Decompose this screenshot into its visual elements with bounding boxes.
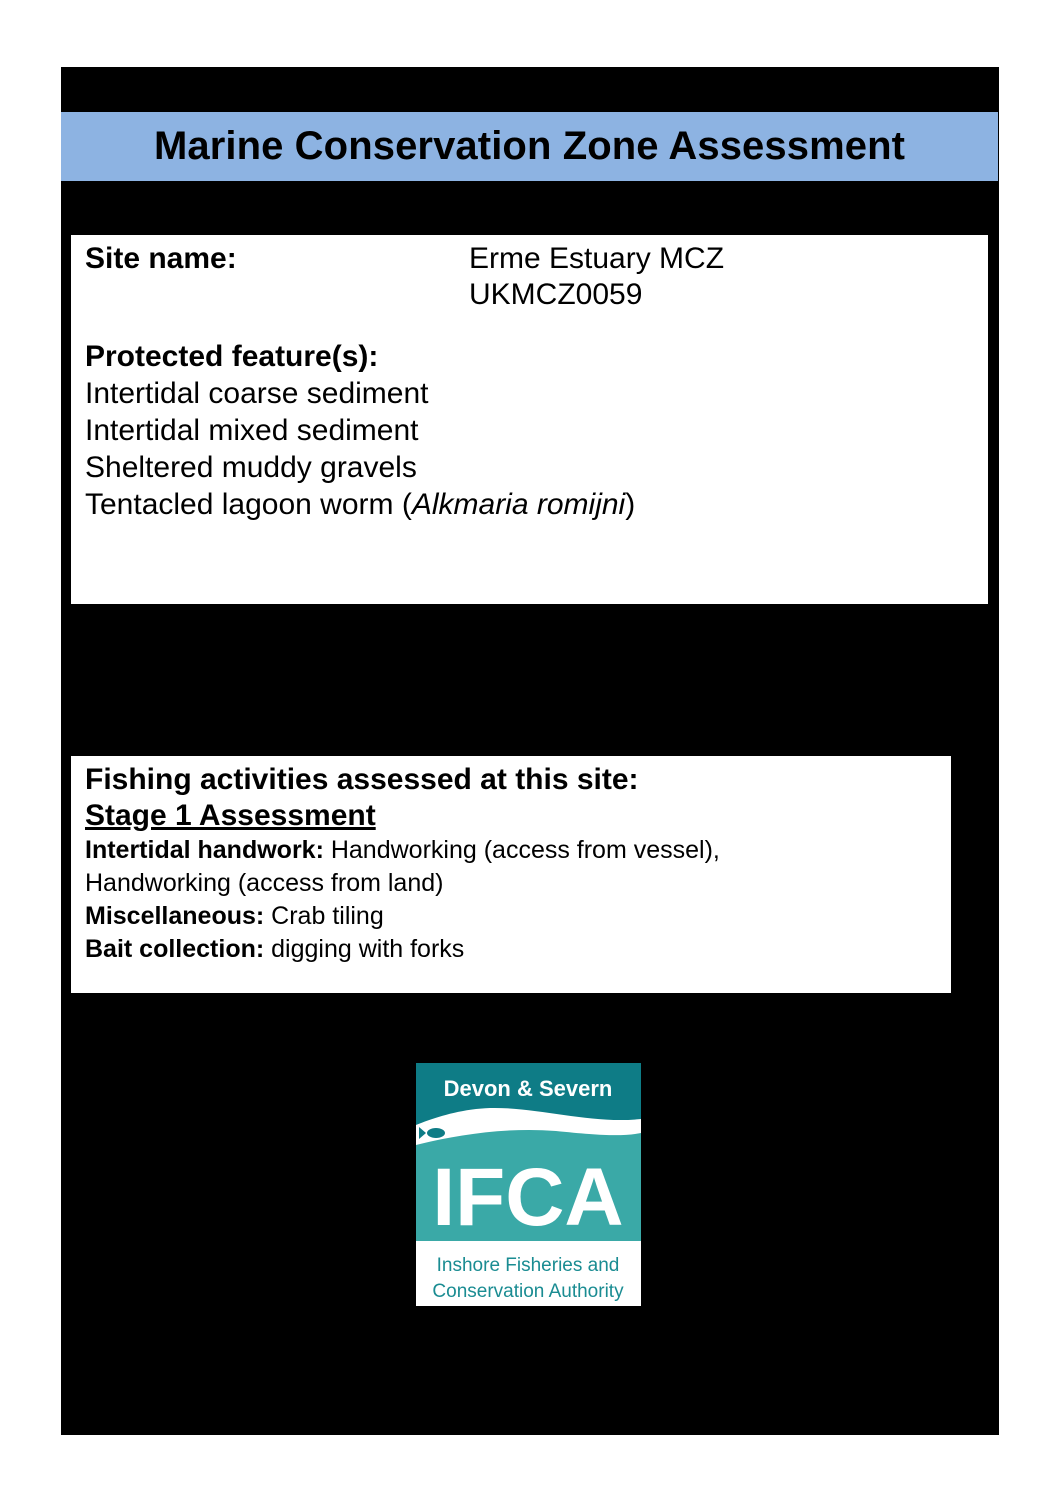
stage-heading: Stage 1 Assessment [85, 799, 376, 832]
logo-line1: Inshore Fisheries and [436, 1255, 620, 1276]
title-band [61, 112, 998, 181]
worm-common-name: Tentacled lagoon worm ( [85, 488, 412, 521]
activities-box [71, 756, 951, 993]
site-code: UKMCZ0059 [469, 278, 643, 311]
feature-item: Sheltered muddy gravels [85, 451, 417, 484]
activity-line [85, 900, 937, 933]
activity-label: Bait collection: [85, 935, 265, 963]
activity-text: Handworking (access from vessel), [323, 836, 720, 864]
activity-line [85, 933, 937, 966]
logo-acronym: IFCA [432, 1152, 624, 1243]
protected-features-heading: Protected feature(s): [85, 340, 379, 373]
logo-line2: Conservation Authority [432, 1281, 624, 1302]
worm-close-paren: ) [625, 488, 636, 521]
site-name-label: Site name: [85, 242, 237, 275]
activities-heading: Fishing activities assessed at this site: [85, 763, 639, 796]
activity-label: Miscellaneous: [85, 902, 265, 930]
activity-label: Intertidal handwork: [85, 836, 324, 864]
ifca-logo [416, 1063, 641, 1306]
activity-line [85, 867, 937, 900]
site-name-value [469, 241, 724, 313]
site-name-row [85, 241, 974, 313]
feature-item: Intertidal coarse sediment [85, 377, 429, 410]
page-title: Marine Conservation Zone Assessment [153, 124, 906, 168]
logo-top-text: Devon & Severn [443, 1076, 613, 1101]
activity-text: Crab tiling [264, 902, 384, 930]
site-info-box [71, 235, 988, 604]
feature-item-worm [85, 486, 974, 523]
protected-features-list [85, 375, 974, 523]
activity-text: Handworking (access from land) [85, 869, 444, 897]
worm-scientific-name: Alkmaria romijni [411, 488, 626, 521]
feature-item: Intertidal mixed sediment [85, 414, 419, 447]
activity-text: digging with forks [264, 935, 465, 963]
site-name: Erme Estuary MCZ [469, 242, 725, 275]
activity-line [85, 834, 937, 867]
